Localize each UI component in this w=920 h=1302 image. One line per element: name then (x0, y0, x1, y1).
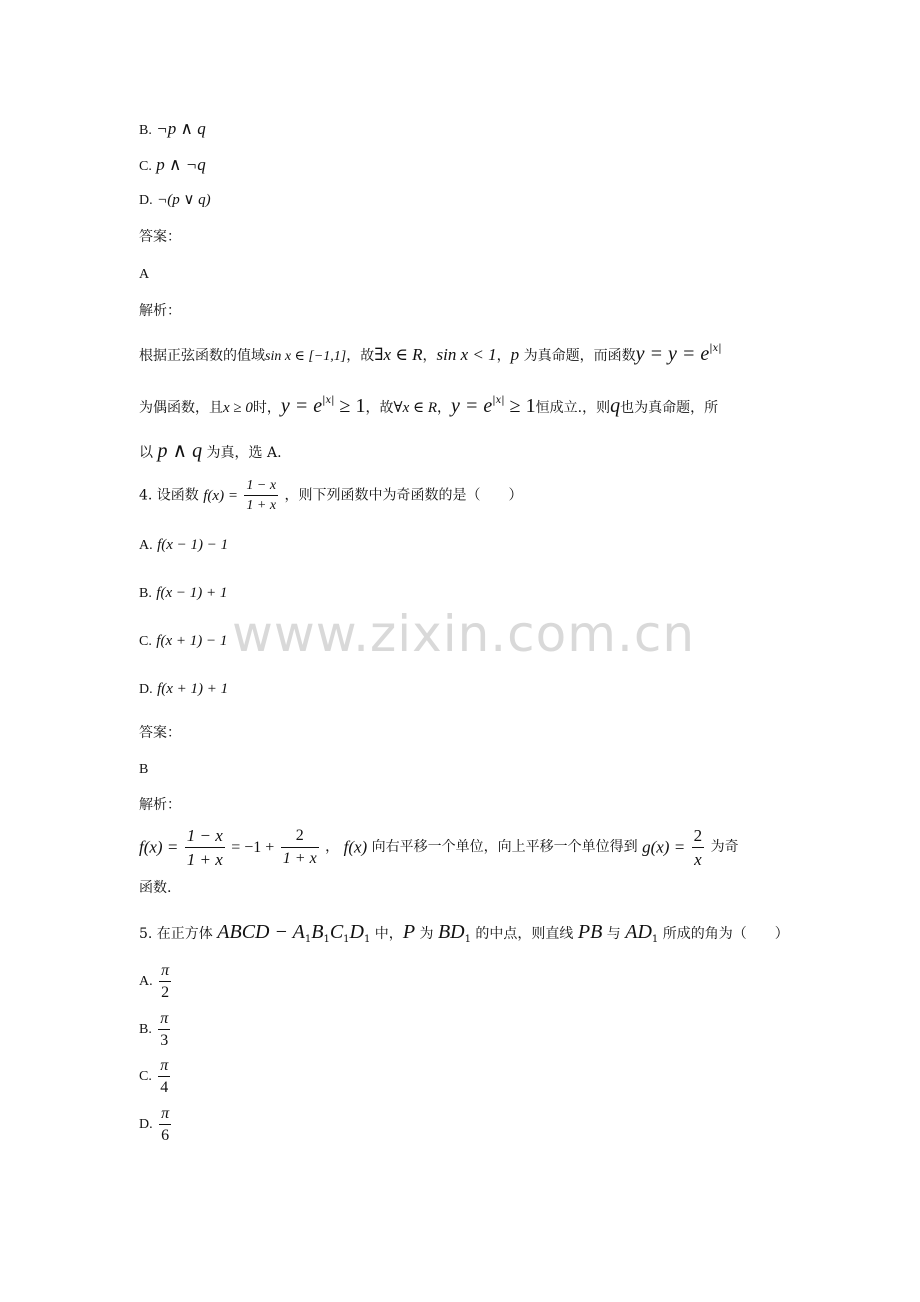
fraction-denominator: 1 + x (186, 849, 223, 869)
text: 为奇 (710, 839, 739, 856)
math-sub: 1 (323, 934, 330, 945)
analysis-line-3 (139, 441, 282, 461)
fraction (158, 1057, 170, 1098)
math-expr: p (510, 345, 520, 364)
text: 4. 设函数 (139, 487, 199, 504)
math-expr: f(x) (343, 837, 368, 857)
math-expr: ABCD − A (217, 921, 305, 943)
math-sub: 1 (651, 934, 659, 945)
option-label: D. (139, 1116, 153, 1132)
option-label: C. (139, 159, 152, 174)
math-expr: f(x + 1) − 1 (156, 633, 228, 649)
text: 中， (370, 926, 403, 942)
fraction-numerator: π (159, 1105, 171, 1125)
fraction-denominator: 1 + x (246, 498, 277, 514)
fraction-denominator: 3 (160, 1032, 169, 1050)
math-expr: D (349, 921, 364, 943)
math-expr: PB (577, 921, 603, 943)
math-expr: f(x) = (139, 837, 179, 857)
math-expr: ≥ 1 (504, 395, 536, 417)
math-expr: sin x ∈ [−1,1] (265, 349, 347, 364)
text: ， (437, 400, 451, 416)
text: 5. 在正方体 (139, 926, 218, 942)
answer-heading: 答案： (139, 725, 181, 741)
option-label: C. (139, 1068, 152, 1084)
text: ， (325, 839, 340, 856)
option-a (139, 538, 228, 553)
math-expr: f(x + 1) + 1 (157, 681, 229, 697)
fraction-numerator: 2 (692, 826, 705, 848)
text: 根据正弦函数的值域 (139, 348, 265, 364)
fraction (185, 826, 225, 869)
math-expr: g(x) = (642, 837, 686, 857)
answer-value: B (139, 762, 149, 777)
fraction-numerator: π (159, 962, 171, 982)
text: 为真，选 A. (202, 445, 282, 461)
fraction (159, 1105, 171, 1146)
math-expr: BD (437, 921, 465, 943)
fraction-numerator: 1 − x (185, 826, 225, 848)
math-expr: y = e (280, 395, 323, 417)
text: ， (496, 348, 511, 364)
option-d (139, 1105, 173, 1146)
text: 为偶函数，且 (139, 400, 223, 416)
math-expr: f(x) = (203, 488, 238, 505)
text: 与 (602, 926, 626, 942)
text: 的中点，则直线 (470, 926, 578, 942)
text: ， (422, 348, 437, 364)
question-5-stem (139, 922, 789, 945)
option-label: B. (139, 123, 152, 138)
text: 恒成立.，则 (535, 400, 611, 416)
option-b (139, 586, 227, 601)
option-label: D. (139, 682, 153, 697)
math-expr: ∀x ∈ R (393, 400, 437, 416)
math-expr: x ≥ 0 (223, 400, 253, 416)
fraction-denominator: 4 (160, 1079, 169, 1097)
analysis-line-2: 函数. (139, 880, 172, 896)
text: ，故 (346, 348, 375, 364)
analysis-heading: 解析： (139, 303, 181, 319)
answer-value: A (139, 267, 150, 282)
math-expr: ∃x ∈ R (374, 345, 423, 364)
math-expr: sin x < 1 (436, 345, 497, 364)
analysis-heading: 解析： (139, 797, 181, 813)
math-sub: 1 (363, 934, 371, 945)
option-c (139, 1057, 172, 1098)
math-sup: |x| (492, 395, 505, 406)
option-label: B. (139, 586, 152, 601)
math-expr: f(x − 1) + 1 (156, 585, 228, 601)
math-expr: y = e (451, 395, 493, 417)
fraction-denominator: x (694, 849, 702, 869)
fraction-denominator: 1 + x (282, 849, 317, 867)
option-label: A. (139, 973, 153, 989)
fraction-numerator: 1 − x (244, 478, 278, 496)
fraction (692, 826, 705, 869)
math-sub: 1 (464, 934, 471, 945)
text: 时， (252, 400, 281, 416)
fraction (281, 827, 319, 868)
fraction-numerator: π (158, 1057, 170, 1077)
option-a (139, 962, 173, 1003)
option-label: B. (139, 1021, 152, 1037)
math-expr: AD (625, 921, 652, 943)
option-d (139, 193, 211, 208)
text: 所成的角为（ ） (658, 926, 789, 942)
text: ，故 (365, 400, 394, 416)
question-4-stem (139, 478, 523, 514)
analysis-line-1 (139, 826, 739, 869)
fraction-denominator: 6 (161, 1127, 170, 1145)
fraction-numerator: 2 (281, 827, 319, 847)
fraction-denominator: 2 (161, 984, 170, 1002)
option-b (139, 120, 206, 138)
option-c (139, 634, 227, 649)
math-sub: 1 (343, 934, 350, 945)
text: 以 (139, 445, 158, 461)
fraction-numerator: π (158, 1010, 170, 1030)
math-expr: B (311, 921, 324, 943)
math-expr: = −1 + (231, 838, 275, 856)
math-expr: ≥ 1 (334, 395, 366, 417)
option-b (139, 1010, 172, 1051)
math-expr: ¬(p ∨ q) (157, 192, 211, 208)
math-expr: y = y = e (635, 343, 710, 365)
option-d (139, 682, 228, 697)
math-sup: |x| (322, 395, 335, 406)
text: 向右平移一个单位，向上平移一个单位得到 (371, 839, 643, 856)
math-expr: p ∧ q (157, 440, 203, 462)
math-expr: q (610, 395, 621, 417)
answer-heading: 答案： (139, 229, 181, 245)
option-label: D. (139, 193, 153, 208)
option-label: A. (139, 538, 153, 553)
math-expr: f(x − 1) − 1 (157, 537, 229, 553)
math-sub: 1 (304, 934, 312, 945)
math-expr: P (402, 921, 416, 943)
text: 为真命题，而函数 (519, 348, 636, 364)
fraction (158, 1010, 170, 1051)
math-expr: C (329, 921, 344, 943)
fraction (244, 478, 278, 514)
text: 也为真命题，所 (620, 400, 719, 416)
math-expr: ¬p ∧ q (156, 119, 206, 138)
fraction (159, 962, 171, 1003)
watermark: www.zixin.com.cn (232, 605, 696, 663)
text: 为 (415, 926, 438, 942)
option-c (139, 156, 206, 174)
option-label: C. (139, 634, 152, 649)
math-sup: |x| (709, 343, 722, 354)
math-expr: p ∧ ¬q (156, 155, 206, 174)
analysis-line-1 (139, 344, 722, 364)
text: ，则下列函数中为奇函数的是（ ） (284, 487, 523, 504)
analysis-line-2 (139, 396, 718, 416)
